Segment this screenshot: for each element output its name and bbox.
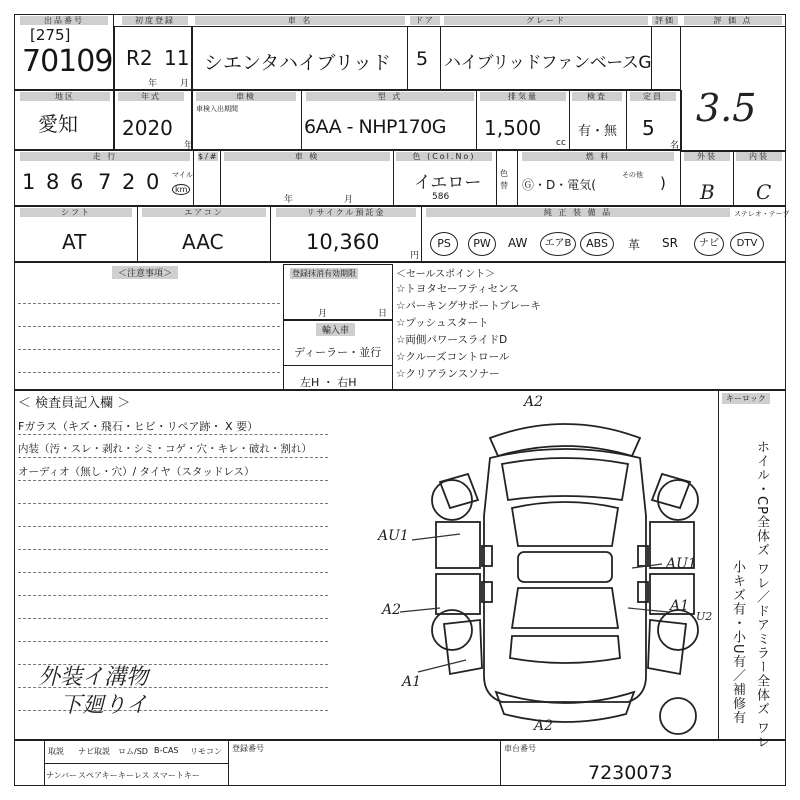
shaken-year: 年 xyxy=(284,195,294,205)
header-lot: 出品番号 xyxy=(20,16,108,25)
mileage-digit: 2 xyxy=(122,170,136,194)
fuel-other: その他 xyxy=(622,171,643,179)
expiry-day: 日 xyxy=(378,309,388,319)
color-no: 586 xyxy=(432,192,450,202)
inspector-line: 内装（汚・スレ・剥れ・シミ・コゲ・穴・キレ・破れ・割れ） xyxy=(18,443,312,455)
handle-divider xyxy=(283,365,393,366)
handwritten-note: 外装イ溝物 xyxy=(38,665,149,690)
fuel: Ⓖ・D・電気( xyxy=(522,178,596,192)
header-car-name: 車 名 xyxy=(195,16,405,25)
shift: AT xyxy=(62,230,87,254)
inspector-dotline xyxy=(18,434,328,435)
side-text: 小キズ有・小U有／補修有 xyxy=(730,560,745,725)
lot-bracket: [275] xyxy=(30,26,71,44)
model-label: 型 式 xyxy=(306,92,474,101)
expiry-month: 月 xyxy=(318,309,328,319)
stereo-label: ステレオ・テープ xyxy=(734,210,790,218)
footer-label: スペアキー xyxy=(78,771,118,780)
first-reg-year-unit: 年 xyxy=(148,79,158,89)
inspector-line: Fガラス（キズ・飛石・ヒビ・リペア跡・ X 要） xyxy=(18,420,259,433)
inspector-title: ＜ 検査員記入欄 ＞ xyxy=(18,396,131,411)
color: イエロー xyxy=(414,173,482,193)
footer-checkbox-col xyxy=(14,740,45,786)
region-label: 地区 xyxy=(20,92,110,101)
equip-sr: SR xyxy=(662,236,678,250)
sf-label: $/# xyxy=(198,152,219,161)
inspector-dotline xyxy=(18,549,328,550)
int-grade: C xyxy=(756,180,772,204)
chassis-label: 車台番号 xyxy=(504,744,536,753)
fuel-label: 燃 料 xyxy=(522,152,674,161)
shaken-month: 月 xyxy=(344,195,354,205)
damage-mark: A1 xyxy=(402,674,422,690)
footer-divider xyxy=(500,740,501,786)
footer-label: B-CAS xyxy=(154,746,179,755)
mileage-digit: 1 xyxy=(22,170,36,194)
sales-point: ☆クルーズコントロール xyxy=(396,351,510,363)
car-doors: 5 xyxy=(416,48,429,70)
first-reg-month: 11 xyxy=(164,46,190,70)
km-label: km xyxy=(172,184,190,195)
inspector-dotline xyxy=(18,572,328,573)
header-first-reg: 初度登録 xyxy=(122,16,188,25)
mile-label: マイル xyxy=(172,171,193,179)
mileage-label: 走 行 xyxy=(20,152,190,161)
sf-box xyxy=(193,150,221,206)
damage-mark: U2 xyxy=(696,610,713,623)
side-text: ホイル・CP全体ズ ワレ／ドアミラー全体ズ ワレ xyxy=(754,440,769,750)
reg-value: 有・無 xyxy=(578,124,618,139)
cc-label: 排気量 xyxy=(480,92,566,101)
footer-label: スマートキー xyxy=(152,771,200,780)
footer-label: 取説 xyxy=(48,747,64,756)
seats-unit: 名 xyxy=(670,141,680,151)
header-grade: グレード xyxy=(444,16,648,25)
color-label: 色 (Col.No) xyxy=(396,152,492,161)
recycle: 10,360 xyxy=(306,230,380,254)
damage-mark: AU1 xyxy=(378,528,409,544)
import-value: ディーラー・並行 xyxy=(294,346,382,359)
seats-label: 定員 xyxy=(630,92,676,101)
first-reg-era: R2 xyxy=(126,46,153,70)
import-label: 輸入車 xyxy=(316,323,355,336)
chassis-number: 7230073 xyxy=(588,762,673,784)
inspection-box xyxy=(192,90,302,150)
inspection-note: 車検入出期間 xyxy=(196,105,238,113)
fuel-close: ) xyxy=(660,174,666,192)
region: 愛知 xyxy=(38,112,78,136)
cc-unit: cc xyxy=(556,138,566,148)
equip-ps: PS xyxy=(430,232,458,256)
ac-label: エアコン xyxy=(142,208,266,217)
car-grade: ハイブリッドファンベースG xyxy=(444,53,652,73)
mileage-digit: 6 xyxy=(70,170,84,194)
header-col: 評価 xyxy=(652,16,678,25)
damage-mark: A2 xyxy=(382,602,402,618)
inspector-dotline xyxy=(18,595,328,596)
sales-label: ＜セールスポイント＞ xyxy=(396,269,496,280)
shaken-label: 車 検 xyxy=(224,152,390,161)
equip-pw: PW xyxy=(468,232,496,256)
caution-line xyxy=(18,326,280,327)
reg-no-label: 登録番号 xyxy=(232,744,264,753)
model: 6AA - NHP170G xyxy=(304,116,446,138)
caution-label: ＜注意事項＞ xyxy=(112,266,178,279)
handle-value: 左H ・ 右H xyxy=(300,376,357,389)
shift-label: シフト xyxy=(20,208,132,217)
seats: 5 xyxy=(642,116,655,140)
year-label: 年式 xyxy=(118,92,184,101)
caution-line xyxy=(18,303,280,304)
header-door: ドア xyxy=(410,16,440,25)
damage-pointers xyxy=(370,520,700,700)
footer-divider xyxy=(228,740,229,786)
damage-mark: A2 xyxy=(524,394,544,410)
color-change: 色替 xyxy=(500,169,508,190)
recycle-label: リサイクル預託金 xyxy=(276,208,416,217)
equip-aw: AW xyxy=(508,236,528,250)
int-label: 内装 xyxy=(736,152,782,161)
sales-point: ☆プッシュスタート xyxy=(396,317,489,329)
caution-line xyxy=(18,349,280,350)
first-reg-month-unit: 月 xyxy=(180,79,190,89)
lot-number: 70109 xyxy=(22,44,113,79)
year: 2020 xyxy=(122,116,173,140)
cc: 1,500 xyxy=(484,116,542,140)
inspector-dotline xyxy=(18,618,328,619)
sales-point: ☆両側パワースライドD xyxy=(396,334,508,346)
year-unit: 年 xyxy=(184,141,194,151)
col-box xyxy=(651,26,681,90)
ext-label: 外装 xyxy=(684,152,730,161)
footer-label: ナビ取説 xyxy=(78,747,110,756)
footer-divider xyxy=(44,763,228,764)
ac: AAC xyxy=(182,230,224,254)
equip-abs: ABS xyxy=(580,232,614,256)
equip-navi: ナビ xyxy=(694,232,724,256)
damage-mark: A2 xyxy=(534,718,554,734)
mileage-digit: 0 xyxy=(146,170,160,194)
handwritten-note: 下廻りイ xyxy=(60,693,149,718)
footer-label: リモコン xyxy=(190,747,222,756)
footer-label: ナンバー xyxy=(46,771,78,780)
footer-label: キーレス xyxy=(118,771,150,780)
equip-leather: 革 xyxy=(628,238,641,252)
footer-label: ロム/SD xyxy=(118,747,148,756)
inspector-dotline xyxy=(18,641,328,642)
damage-mark: A1 xyxy=(670,598,690,614)
reg-label: 検査 xyxy=(572,92,622,101)
mileage-digit: 8 xyxy=(46,170,60,194)
sales-point: ☆トヨタセーフティセンス xyxy=(396,283,519,295)
mileage-digit: 7 xyxy=(98,170,112,194)
inspector-line: オーディオ（無し・穴）/ タイヤ（スタッドレス） xyxy=(18,466,255,478)
car-name: シエンタハイブリッド xyxy=(204,52,391,74)
inspector-dotline xyxy=(18,503,328,504)
sales-point: ☆クリアランスソナー xyxy=(396,368,500,380)
shaken-box xyxy=(220,150,394,206)
header-score: 評 価 点 xyxy=(684,16,782,25)
equip-airbag: エアB xyxy=(540,232,576,256)
expiry-label: 登録抹消有効期限 xyxy=(292,269,356,278)
damage-mark: AU1 xyxy=(666,556,697,572)
keyless-label: キーロック xyxy=(722,393,770,404)
inspector-dotline xyxy=(18,480,328,481)
recycle-yen: 円 xyxy=(410,251,420,261)
caution-line xyxy=(18,372,280,373)
equip-dtv: DTV xyxy=(730,232,764,256)
ext-grade: B xyxy=(700,180,715,204)
inspector-dotline xyxy=(18,457,328,458)
score-value: 3.5 xyxy=(696,86,757,130)
equip-label: 純 正 装 備 品 xyxy=(426,208,730,217)
inspection-label: 車検 xyxy=(196,92,296,101)
sales-point: ☆パーキングサポートブレーキ xyxy=(396,300,541,312)
inspector-dotline xyxy=(18,526,328,527)
